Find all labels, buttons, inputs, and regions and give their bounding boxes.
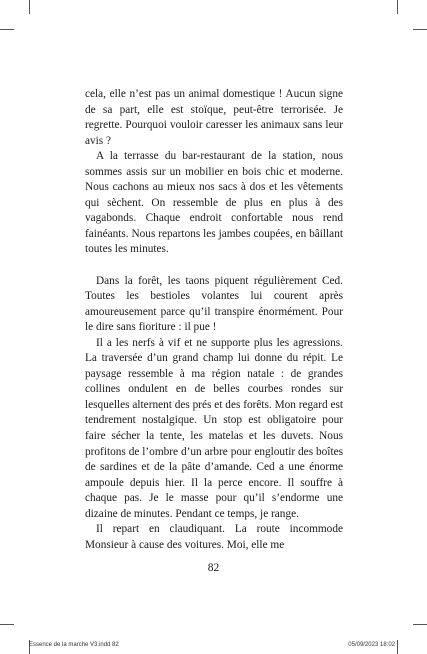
crop-mark <box>0 624 14 625</box>
paragraph: Dans la forêt, les taons piquent régulièrement Ced. Toutes les bestioles volantes lui courent après amoureusement parce qu’il transpire énormément. Pour le dire sans fioriture : il pue ! <box>85 274 343 334</box>
page-number: 82 <box>207 562 220 574</box>
crop-mark <box>29 0 30 14</box>
crop-mark <box>413 29 427 30</box>
slug-file: Essence de la marche V3.indd 82 <box>29 642 119 648</box>
paragraph: A la terrasse du bar-restaurant de la station, nous sommes assis sur un mobilier en bois chic et moderne. Nous cachons au mieux nos sacs à dos et les vêtements qui sèchent. On ressemble de plus en plus à des vagabonds. Chaque endroit confortable nous rend fainéants. Nous repartons les jambes coupées, en bâillant toutes les minutes. <box>85 150 343 256</box>
section-break <box>85 258 343 274</box>
crop-mark <box>0 29 14 30</box>
crop-mark <box>413 624 427 625</box>
paragraph: Il a les nerfs à vif et ne supporte plus les agressions. La traversée d’un grand champ lui donne du répit. Le paysage ressemble à ma région natale : de grandes collines ondulent en de belles courbes rondes sur lesquelles alternent des prés et des forêts. Mon regard est tendrement nostalgique. Un stop est obligatoire pour faire sécher la tente, les matelas et les duvets. Nous profitons de l’ombre d’un arbre pour engloutir des boîtes de sardines et de la pâte d’amande. Ced a une énorme ampoule depuis hier. Il la perce encore. Il souffre à chaque pas. Je le masse pour qu’il s’endorme une dizaine de minutes. Pendant ce temps, je range. <box>85 336 343 520</box>
paragraph: cela, elle n’est pas un animal domestique ! Aucun signe de sa part, elle est stoïque, peut-être terrorisée. Je regrette. Pourquoi vouloir caresser les animaux sans leur avis ? <box>85 88 343 147</box>
body-text <box>85 87 343 553</box>
crop-mark <box>397 0 398 14</box>
slug-datetime: 05/09/2023 18:02 <box>348 642 395 648</box>
crop-mark <box>397 640 398 654</box>
paragraph: Il repart en claudiquant. La route incommode Monsieur à cause des voitures. Moi, elle me <box>85 523 343 551</box>
